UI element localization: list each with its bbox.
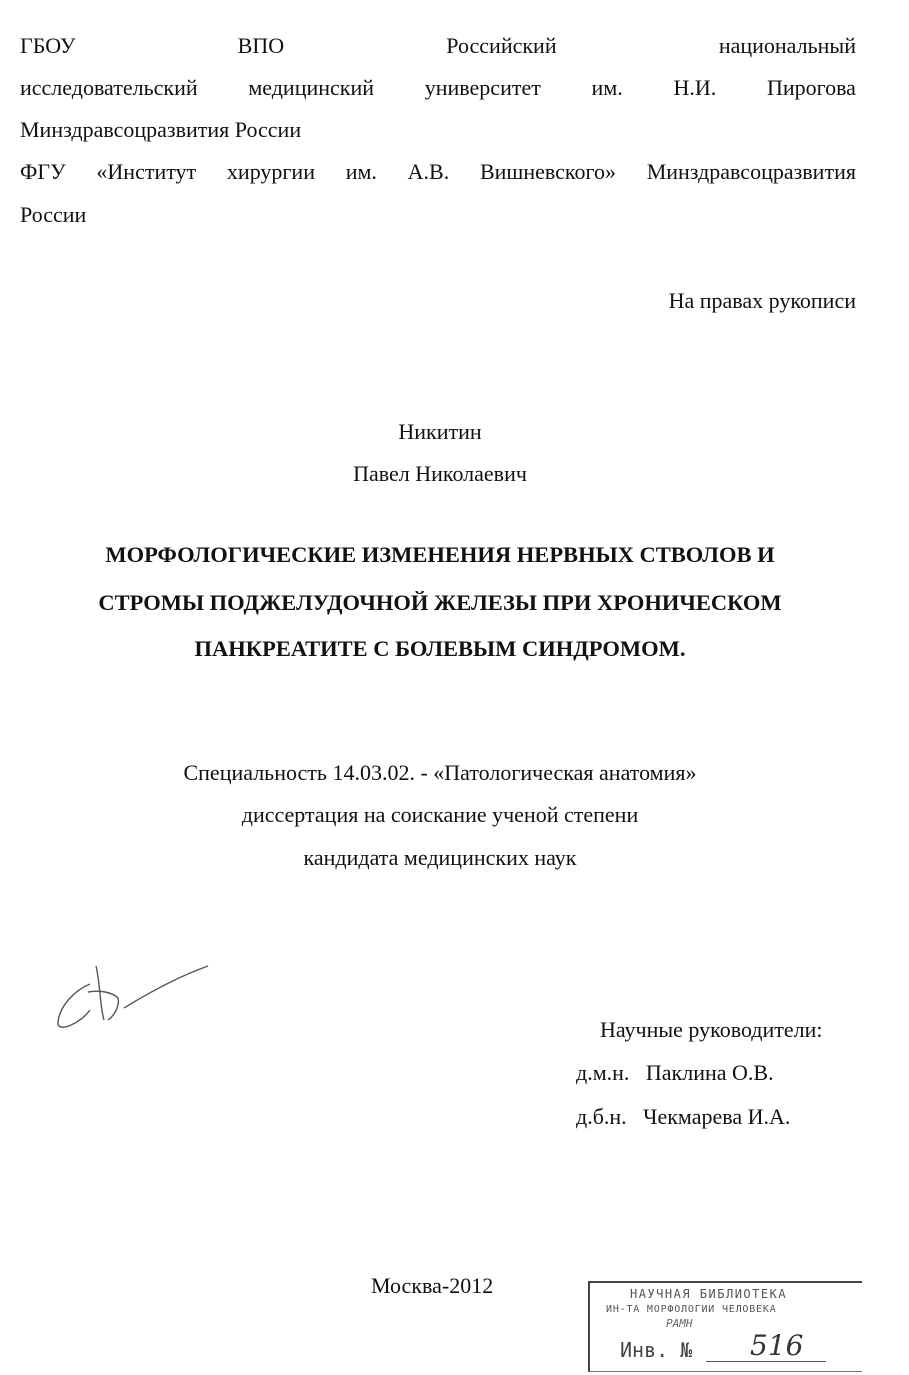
thesis-title-line-2: СТРОМЫ ПОДЖЕЛУДОЧНОЙ ЖЕЛЕЗЫ ПРИ ХРОНИЧЕСКОМ xyxy=(98,590,782,615)
header-line-4 xyxy=(20,159,856,185)
supervisor-row xyxy=(576,1104,790,1130)
stamp-line-2: ИН-ТА МОРФОЛОГИИ ЧЕЛОВЕКА xyxy=(606,1304,777,1315)
supervisor-row xyxy=(576,1060,774,1086)
stamp-line-3: РАМН xyxy=(666,1317,693,1330)
header-word: Вишневского» xyxy=(479,159,616,184)
supervisor-degree: д.м.н. xyxy=(576,1060,630,1085)
city-year: Москва-2012 xyxy=(371,1273,494,1298)
header-line-1 xyxy=(20,33,856,59)
thesis-title-line-1: МОРФОЛОГИЧЕСКИЕ ИЗМЕНЕНИЯ НЕРВНЫХ СТВОЛОВ И xyxy=(105,542,775,567)
header-word: ГБОУ xyxy=(20,33,76,58)
header-word: медицинский xyxy=(248,75,375,100)
header-line-2 xyxy=(20,75,856,101)
stamp-inventory-label: Инв. № xyxy=(620,1338,693,1362)
header-word: Н.И. xyxy=(673,75,717,100)
header-word: «Институт xyxy=(96,159,197,184)
specialty-line-1: Специальность 14.03.02. - «Патологическая анатомия» xyxy=(183,760,697,785)
specialty-line-3: кандидата медицинских наук xyxy=(303,845,577,870)
header-word: исследовательский xyxy=(20,75,198,100)
supervisor-name: Паклина О.В. xyxy=(645,1060,774,1085)
header-line-3: Минздравсоцразвития России xyxy=(20,117,302,142)
header-word: Российский xyxy=(446,33,557,58)
header-word: А.В. xyxy=(407,159,450,184)
stamp-inventory-number: 516 xyxy=(750,1329,804,1362)
manuscript-note: На правах рукописи xyxy=(668,288,856,313)
handwritten-signature xyxy=(50,962,220,1042)
header-word: Пирогова xyxy=(766,75,856,100)
header-line-5: России xyxy=(20,202,87,227)
supervisor-name: Чекмарева И.А. xyxy=(643,1104,791,1129)
header-word: Минздравсоцразвития xyxy=(646,159,856,184)
supervisor-degree: д.б.н. xyxy=(576,1104,627,1129)
header-word: ФГУ xyxy=(20,159,66,184)
header-word: хирургии xyxy=(226,159,315,184)
header-word: ВПО xyxy=(237,33,285,58)
stamp-line-1: НАУЧНАЯ БИБЛИОТЕКА xyxy=(630,1287,788,1301)
specialty-line-2: диссертация на соискание ученой степени xyxy=(241,802,639,827)
stamp-underline xyxy=(706,1361,826,1362)
header-word: им. xyxy=(345,159,377,184)
header-word: национальный xyxy=(718,33,856,58)
library-stamp xyxy=(588,1281,862,1372)
header-word: им. xyxy=(591,75,623,100)
author-given-names: Павел Николаевич xyxy=(353,461,527,486)
supervisors-heading: Научные руководители: xyxy=(600,1017,823,1042)
author-surname: Никитин xyxy=(398,419,482,444)
thesis-title-line-3: ПАНКРЕАТИТЕ С БОЛЕВЫМ СИНДРОМОМ. xyxy=(194,636,686,661)
header-word: университет xyxy=(424,75,541,100)
